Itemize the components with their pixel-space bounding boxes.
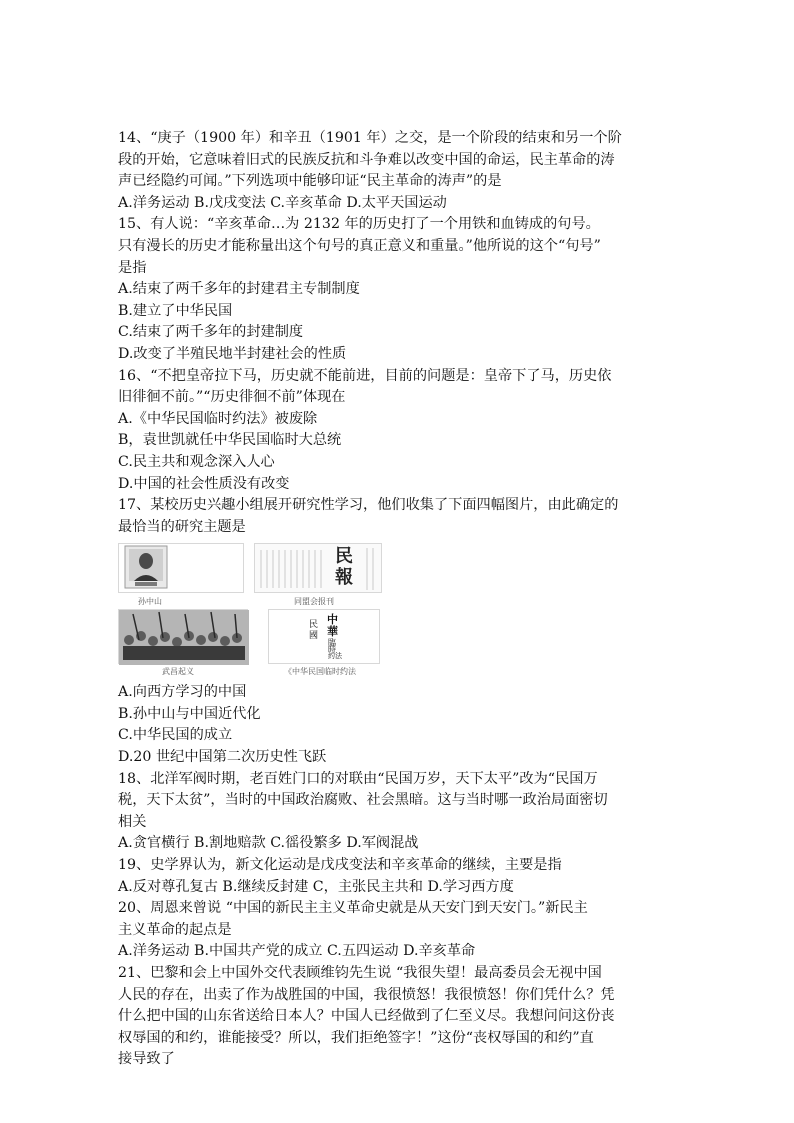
question-16-option-d: D.中国的社会性质没有改变	[118, 475, 290, 492]
caption-wuchang: 武昌起义	[162, 667, 194, 677]
constitution-char-7: 約	[328, 652, 335, 661]
question-15-line-3: 是指	[118, 259, 147, 276]
question-17-line-2: 最恰当的研究主题是	[118, 518, 246, 535]
newspaper-title: 民報	[335, 546, 353, 589]
question-17-option-c: C.中华民国的成立	[118, 727, 233, 744]
question-20-line-2: 主义革命的起点是	[118, 921, 232, 938]
question-20-line-1: 20、周恩来曾说 “中国的新民主主义革命史就是从天安门到天安门。”新民主	[118, 900, 588, 917]
question-18-line-3: 相关	[118, 813, 147, 830]
question-18	[118, 769, 690, 855]
question-21-line-3: 什么把中国的山东省送给日本人？中国人已经做到了仁至义尽。我想问问这份丧	[118, 1008, 615, 1025]
question-16-option-b: B，袁世凯就任中华民国临时大总统	[118, 432, 342, 449]
question-18-line-1: 18、北洋军阀时期，老百姓门口的对联由“民国万岁，天下太平”改为“民国万	[118, 770, 598, 787]
question-18-options: A.贪官横行 B.割地赔款 C.徭役繁多 D.军阀混战	[118, 835, 419, 852]
question-20	[118, 898, 690, 963]
question-17-option-b: B.孙中山与中国近代化	[118, 705, 261, 722]
constitution-char-3: 民	[309, 620, 319, 631]
question-16	[118, 366, 690, 496]
question-14-line-2: 段的开始，它意味着旧式的民族反抗和斗争难以改变中国的命运，民主革命的涛	[118, 151, 615, 168]
question-19	[118, 855, 690, 898]
question-21-line-4: 权辱国的和约，谁能接受？所以，我们拒绝签字！”这份“丧权辱国的和约”直	[118, 1029, 594, 1046]
question-15-option-a: A.结束了两千多年的封建君主专制制度	[118, 281, 360, 298]
constitution-char-5: 臨	[328, 638, 336, 648]
question-15-option-d: D.改变了半殖民地半封建社会的性质	[118, 345, 347, 362]
exam-page	[118, 128, 690, 1071]
question-15-option-b: B.建立了中华民国	[118, 302, 233, 319]
provisional-constitution-image	[268, 609, 380, 664]
question-19-line-1: 19、史学界认为，新文化运动是戊戌变法和辛亥革命的继续，主要是指	[118, 857, 562, 874]
question-21-line-5: 接导致了	[118, 1051, 175, 1068]
question-14-line-3: 声已经隐约可闻。”下列选项中能够印证“民主革命的涛声”的是	[118, 173, 502, 190]
caption-sun-yatsen: 孙中山	[138, 597, 162, 607]
question-17-line-1: 17、某校历史兴趣小组展开研究性学习，他们收集了下面四幅图片，由此确定的	[118, 497, 619, 514]
caption-constitution: 《中华民国临时约法	[284, 667, 356, 677]
constitution-char-4: 國	[309, 631, 319, 642]
question-17	[118, 495, 690, 769]
question-18-line-2: 税，天下太贫”，当时的中国政治腐败、社会黑暗。这与当时哪一政治局面密切	[118, 792, 608, 809]
question-21	[118, 963, 690, 1071]
question-19-options: A.反对尊孔复古 B.继续反封建 C，主张民主共和 D.学习西方度	[118, 878, 514, 895]
constitution-char-2: 華	[327, 625, 338, 639]
constitution-char-1: 中	[327, 613, 338, 627]
question-21-line-1: 21、巴黎和会上中国外交代表顾维钧先生说 “我很失望！最高委员会无视中国	[118, 965, 602, 981]
constitution-char-8: 法	[335, 652, 342, 661]
question-16-line-1: 16、“不把皇帝拉下马，历史就不能前进，目前的问题是：皇帝下了马，历史依	[118, 367, 612, 384]
question-14-line-1: 14、“庚子（1900 年）和辛丑（1901 年）之交，是一个阶段的结束和另一个阶	[118, 130, 622, 146]
question-16-option-c: C.民主共和观念深入人心	[118, 453, 275, 470]
question-15-option-c: C.结束了两千多年的封建制度	[118, 324, 304, 341]
newspaper-minbao-image	[254, 543, 382, 593]
constitution-char-6: 時	[328, 645, 336, 655]
question-20-options: A.洋务运动 B.中国共产党的成立 C.五四运动 D.辛亥革命	[118, 943, 476, 960]
question-16-line-2: 旧徘徊不前。”“历史徘徊不前”体现在	[118, 389, 346, 406]
question-14-options: A.洋务运动 B.戊戌变法 C.辛亥革命 D.太平天国运动	[118, 194, 447, 211]
sun-yatsen-portrait-image	[118, 543, 244, 593]
question-17-figure	[118, 543, 384, 676]
question-15-line-2: 只有漫长的历史才能称量出这个句号的真正意义和重量。”他所说的这个“句号”	[118, 237, 601, 254]
question-15-line-1: 15、有人说：“辛亥革命…为 2132 年的历史打了一个用铁和血铸成的句号。	[118, 216, 600, 233]
question-17-option-a: A.向西方学习的中国	[118, 684, 247, 701]
question-21-line-2: 人民的存在，出卖了作为战胜国的中国，我很愤怒！我很愤怒！你们凭什么？凭	[118, 986, 615, 1003]
question-16-option-a: A.《中华民国临时约法》被废除	[118, 410, 318, 427]
question-17-option-d: D.20 世纪中国第二次历史性飞跃	[118, 749, 327, 766]
question-14	[118, 128, 690, 214]
question-15	[118, 214, 690, 365]
caption-newspaper: 同盟会报刊	[294, 597, 334, 607]
wuchang-uprising-image	[118, 609, 248, 664]
